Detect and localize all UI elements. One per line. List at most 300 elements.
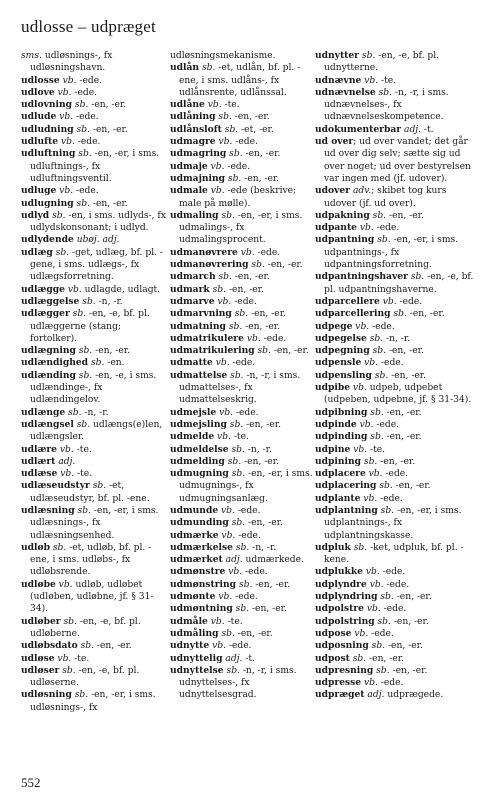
entry-grammar: sb.	[230, 370, 244, 381]
dictionary-entry	[315, 628, 475, 640]
dictionary-entry	[21, 444, 166, 456]
entry-grammar: vb.	[210, 186, 225, 197]
dictionary-entry	[21, 480, 166, 505]
dictionary-entry	[315, 321, 475, 333]
entry-headword: udlægger	[21, 308, 70, 320]
entry-grammar: sb.	[201, 63, 216, 74]
entry-grammar: sb.	[410, 272, 425, 283]
entry-definition: -en, -er.	[245, 518, 283, 529]
entry-grammar: vb.	[217, 432, 231, 443]
entry-headword: udmale	[170, 185, 208, 197]
dictionary-entry	[21, 456, 166, 468]
entry-headword: udpibe	[315, 382, 351, 394]
entry-definition: -te.	[71, 653, 90, 664]
entry-grammar: sb.	[78, 346, 93, 357]
entry-definition: -ede.	[383, 579, 410, 590]
entry-headword: udløsning	[21, 689, 72, 701]
entry-definition: -ede.	[235, 530, 261, 541]
entry-definition: ; ud over vandet; det går ud over dig selv; sætte sig ud over noget; ud over bestyrelsen var ingen med (jf. udover).	[324, 137, 471, 184]
entry-headword: udlovning	[21, 99, 72, 111]
entry-headword: udpegning	[315, 345, 370, 357]
entry-headword: udmajning	[170, 172, 225, 184]
entry-headword: udlænding	[21, 369, 76, 381]
dictionary-entry	[170, 210, 315, 247]
entry-definition: -en, -er.	[88, 100, 127, 111]
entry-definition: udløb, udløbet (udløben, udløbne, jf. § 31-34).	[30, 579, 154, 615]
entry-headword: udlyd	[21, 209, 50, 221]
entry-definition: -en, -er.	[231, 272, 270, 283]
dictionary-entry	[170, 357, 315, 369]
dictionary-entry	[315, 653, 475, 665]
entry-headword: udmeldelse	[170, 443, 229, 455]
entry-definition: -et, udlæseudstyr, bf. pl. -ene.	[30, 481, 150, 504]
entry-grammar: vb.	[368, 469, 383, 480]
dictionary-entry	[315, 542, 475, 567]
entry-definition: -en, -er.	[242, 149, 281, 160]
entry-headword: udpante	[315, 222, 357, 234]
entry-grammar: sb.	[229, 419, 244, 430]
dictionary-entry	[170, 444, 315, 456]
entry-definition: -en, -er.	[270, 346, 309, 357]
entry-definition: -ede.	[233, 407, 259, 418]
entry-grammar: vb.	[210, 616, 225, 627]
dictionary-entry	[170, 124, 315, 136]
dictionary-entry	[21, 653, 166, 665]
entry-definition: udlagde, udlagt.	[81, 284, 161, 295]
dictionary-entry	[21, 345, 166, 357]
entry-headword: udpantning	[315, 234, 375, 246]
entry-grammar: sb.	[378, 87, 393, 98]
entry-headword: udmejsling	[170, 418, 227, 430]
entry-grammar: vb.	[217, 296, 232, 307]
dictionary-entry	[315, 271, 475, 296]
entry-definition: -en, -er, i sms. udluftnings-, fx udluftningsventil.	[30, 149, 160, 184]
dictionary-entry	[21, 296, 166, 308]
dictionary-entry	[315, 185, 475, 210]
entry-headword: udlosse	[21, 74, 60, 86]
entry-grammar: vb.	[359, 419, 374, 430]
entry-definition: -ede.	[242, 567, 268, 578]
entry-definition: -n, -r, i sms. udnyttelses-, fx udnyttelsesgrad.	[179, 665, 297, 701]
entry-grammar: sb.	[229, 149, 243, 160]
entry-grammar: vb.	[60, 137, 75, 148]
entry-definition: -ede.	[232, 137, 258, 148]
dictionary-entry	[21, 284, 166, 296]
entry-headword: udnævnelse	[315, 86, 376, 98]
entry-definition: -en, -er.	[389, 665, 428, 676]
entry-grammar: vb.	[364, 75, 379, 86]
entry-headword: udplyndre	[315, 578, 367, 590]
entry-grammar: sb.	[227, 456, 242, 467]
entry-headword: udpose	[315, 627, 352, 639]
entry-grammar: sb.	[370, 407, 384, 418]
entry-definition: -ede.	[226, 641, 252, 652]
entry-grammar: sb.	[218, 112, 232, 123]
entry-definition: -en, -er.	[386, 210, 424, 221]
entry-headword: udplantning	[315, 504, 378, 516]
dictionary-entry	[170, 333, 315, 345]
entry-definition: -ede.	[378, 358, 404, 369]
entry-headword: udpresning	[315, 664, 374, 676]
entry-headword: udmåling	[170, 627, 219, 639]
entry-grammar: vb.	[57, 653, 72, 664]
entry-grammar: sb.	[78, 370, 93, 381]
entry-headword: udlåning	[170, 111, 216, 123]
dictionary-entry	[315, 407, 475, 419]
dictionary-entry	[21, 99, 166, 111]
entry-definition: -n, -r.	[244, 444, 272, 455]
entry-grammar: vb.	[221, 505, 235, 516]
entry-grammar: sb.	[369, 333, 384, 344]
entry-headword: udpost	[315, 652, 350, 664]
entry-headword: udmunde	[170, 504, 219, 516]
entry-headword: udparcellering	[315, 308, 391, 320]
entry-headword: udlove	[21, 86, 55, 98]
running-head: udlosse – udpræget	[21, 17, 156, 36]
entry-headword: udokumenterbar	[315, 123, 402, 135]
entry-grammar: sb.	[393, 309, 407, 320]
entry-definition: -en, -er.	[386, 346, 424, 357]
entry-headword: udlægge	[21, 283, 65, 295]
entry-headword: udplante	[315, 492, 361, 504]
dictionary-entry	[315, 345, 475, 357]
entry-headword: udmanøvrering	[170, 259, 249, 271]
dictionary-entry	[21, 542, 166, 579]
entry-headword: udlude	[21, 111, 57, 123]
entry-definition: -ede.	[232, 592, 258, 603]
dictionary-entry	[21, 75, 166, 87]
dictionary-entry	[21, 308, 166, 345]
dictionary-entry	[315, 382, 475, 407]
dictionary-entry	[170, 616, 315, 628]
dictionary-entry	[315, 493, 475, 505]
dictionary-entry	[315, 579, 475, 591]
entry-headword: udmarch	[170, 271, 216, 283]
dictionary-entry	[21, 616, 166, 641]
dictionary-entry	[21, 505, 166, 542]
entry-headword: udpege	[315, 320, 353, 332]
entry-headword: udpine	[315, 443, 351, 455]
dictionary-entry	[315, 234, 475, 271]
entry-grammar: vb.	[354, 628, 369, 639]
entry-headword: udmaje	[170, 160, 208, 172]
entry-grammar: sb.	[371, 641, 386, 652]
entry-definition: -en, -er, i sms. udplantnings-, fx udplantningskasse.	[324, 505, 462, 541]
entry-definition: -en, -er.	[92, 346, 131, 357]
entry-grammar: adj.	[367, 690, 385, 701]
entry-headword: udludning	[21, 123, 74, 135]
entry-definition: udløsnings-, fx udløsningshavn.	[30, 51, 113, 74]
entry-definition: -ede.	[369, 321, 395, 332]
dictionary-entry	[170, 99, 315, 111]
entry-grammar: vb.	[67, 284, 82, 295]
entry-definition: -en, -er.	[390, 616, 429, 627]
entry-headword: udmark	[170, 283, 210, 295]
entry-grammar: sb.	[74, 690, 89, 701]
dictionary-entry	[170, 407, 315, 419]
entry-grammar: vb.	[59, 112, 74, 123]
entry-definition: -n, -r.	[249, 542, 277, 553]
dictionary-entry	[315, 480, 475, 492]
entry-definition: -n, -r.	[383, 333, 411, 344]
entry-grammar: vb.	[60, 469, 75, 480]
entry-definition: -et, udløb, bf. pl. -ene, i sms. udløbs-, fx udløbsrende.	[30, 542, 152, 578]
entry-grammar: vb.	[359, 223, 374, 234]
dictionary-entry	[315, 210, 475, 222]
entry-grammar: sb.	[74, 100, 89, 111]
entry-grammar: sb.	[376, 665, 390, 676]
entry-grammar: sb.	[374, 370, 389, 381]
entry-definition: udmærkede.	[242, 555, 304, 566]
entry-definition: -en, -er.	[241, 173, 280, 184]
dictionary-entry	[170, 185, 315, 210]
entry-grammar: sb.	[234, 309, 249, 320]
entry-headword: udløb	[21, 541, 50, 553]
dictionary-entry	[315, 689, 475, 701]
entry-grammar: sb.	[68, 407, 82, 418]
entry-headword: udlånsloft	[170, 123, 222, 135]
entry-definition: udlængs(e)len, udlængsler.	[30, 419, 163, 443]
dictionary-entry	[21, 689, 166, 714]
entry-grammar: vb.	[365, 567, 380, 578]
dictionary-entry	[170, 566, 315, 578]
dictionary-entry	[315, 75, 475, 87]
entry-grammar: vb.	[240, 247, 255, 258]
entry-headword: udmærkelse	[170, 541, 233, 553]
entry-headword: udmanøvrere	[170, 246, 238, 258]
entry-grammar: adj.	[404, 124, 422, 135]
entry-headword: udpolstring	[315, 615, 375, 627]
entry-grammar: sb.	[377, 235, 391, 246]
entry-definition: -ede.	[379, 567, 406, 578]
dictionary-entry	[21, 665, 166, 690]
entry-grammar: sb.	[352, 653, 367, 664]
entry-definition: -en, -e, bf. pl. udnytterne.	[324, 51, 440, 74]
entry-definition: -ede.	[377, 678, 404, 689]
entry-grammar: sb.	[235, 604, 250, 615]
entry-grammar: sb.	[80, 641, 95, 652]
dictionary-entry	[21, 468, 166, 480]
entry-headword: udplacere	[315, 468, 366, 480]
dictionary-entry	[170, 431, 315, 443]
dictionary-entry	[170, 653, 315, 665]
entry-grammar: sb.	[62, 665, 76, 676]
entry-headword: udløbe	[21, 578, 56, 590]
entry-grammar: sb.	[52, 210, 66, 221]
entry-definition: -te.	[221, 100, 240, 111]
entry-definition: -ede.	[368, 628, 394, 639]
entry-headword: udmærket	[170, 554, 223, 566]
dictionary-entry	[21, 370, 166, 407]
entry-headword: udpining	[315, 455, 361, 467]
entry-definition: -en, -er.	[226, 284, 264, 295]
entry-grammar: sb.	[380, 505, 395, 516]
entry-definition: -ede.	[73, 186, 99, 197]
entry-headword: udpinde	[315, 418, 357, 430]
dictionary-entry	[21, 185, 166, 197]
entry-headword: udluftning	[21, 148, 76, 160]
entry-headword: udløber	[21, 615, 61, 627]
dictionary-entry	[170, 370, 315, 407]
entry-headword: udnytte	[170, 640, 210, 652]
entry-definition: -et, -er.	[238, 124, 274, 135]
entry-headword: udmatning	[170, 320, 226, 332]
dictionary-entry	[170, 530, 315, 542]
entry-definition: -ede.	[231, 296, 257, 307]
dictionary-entry	[315, 603, 475, 615]
dictionary-entry	[315, 468, 475, 480]
dictionary-entry	[315, 87, 475, 124]
dictionary-entry	[21, 50, 166, 75]
entry-grammar: sb.	[226, 665, 240, 676]
entry-grammar: sb.	[224, 124, 239, 135]
dictionary-entry	[315, 136, 475, 185]
entry-grammar: sb.	[227, 173, 242, 184]
entry-definition: -en, -er, i sms. udmugnings-, fx udmugningsanlæg.	[179, 469, 313, 504]
entry-definition: -ede.	[224, 161, 251, 172]
entry-headword: udmugning	[170, 468, 229, 480]
entry-definition: -ede.	[260, 333, 287, 344]
entry-grammar: sb.	[90, 358, 105, 369]
entry-definition: -en, -er.	[383, 407, 422, 418]
entry-headword: udpakning	[315, 209, 370, 221]
entry-grammar: sb.	[231, 518, 246, 529]
entry-grammar: vb.	[58, 579, 73, 590]
entry-definition: -ede.	[254, 247, 281, 258]
entry-definition: -en, -er.	[392, 481, 431, 492]
dictionary-entry	[21, 247, 166, 284]
entry-definition: -ede.	[71, 87, 98, 98]
entry-definition: udprægede.	[384, 690, 444, 701]
entry-grammar: sb.	[72, 309, 87, 320]
entry-headword: udmunding	[170, 517, 229, 529]
entry-definition: -en, -er, i sms. udpantnings-, fx udpantningsforretning.	[324, 235, 459, 271]
dictionary-entry	[170, 468, 315, 505]
entry-grammar: vb.	[221, 530, 236, 541]
entry-headword: udpluk	[315, 541, 351, 553]
entry-definition: -en, -er.	[89, 198, 128, 209]
dictionary-entry	[170, 517, 315, 529]
entry-grammar: vb.	[219, 407, 233, 418]
entry-definition: udløsningsmekanisme.	[170, 51, 276, 61]
dictionary-entry	[170, 161, 315, 173]
entry-grammar: sb.	[55, 247, 70, 258]
entry-headword: udmønstre	[170, 566, 226, 578]
entry-headword: udlæsning	[21, 504, 75, 516]
entry-headword: udmattelse	[170, 369, 228, 381]
entry-headword: udmærke	[170, 529, 219, 541]
entry-definition: -n, -r, i sms. udnævnelses-, fx udnævnelseskompetence.	[324, 87, 449, 123]
entry-headword: udlængsel	[21, 418, 74, 430]
entry-headword: udmagring	[170, 148, 227, 160]
dictionary-entry	[170, 148, 315, 160]
dictionary-entry	[170, 579, 315, 591]
entry-grammar: sb.	[231, 444, 245, 455]
entry-definition: -te.	[74, 469, 93, 480]
dictionary-entry	[315, 640, 475, 652]
dictionary-entry	[315, 333, 475, 345]
dictionary-entry	[21, 111, 166, 123]
entry-headword: udløser	[21, 664, 60, 676]
entry-headword: udpresse	[315, 677, 362, 689]
entry-definition: -ede.	[377, 493, 403, 504]
entry-definition: -ede.	[229, 358, 256, 369]
entry-grammar: sb.	[257, 346, 271, 357]
entry-headword: udlydende	[21, 234, 74, 246]
entry-definition: -get, udlæg, bf. pl. -gene, i sms. udlægs-, fx udlægsforretning.	[30, 247, 163, 283]
entry-definition: -te.	[378, 75, 397, 86]
entry-headword: udnævne	[315, 74, 362, 86]
entry-grammar: vb.	[228, 567, 243, 578]
entry-headword: udlændighed	[21, 357, 89, 369]
entry-definition: -en, -e, bf. pl. udløberne.	[30, 616, 141, 639]
dictionary-entry	[315, 456, 475, 468]
dictionary-entry	[170, 505, 315, 517]
dictionary-entry	[315, 505, 475, 542]
entry-grammar: sb.	[77, 505, 91, 516]
entry-headword: udpræget	[315, 689, 365, 701]
dictionary-entry	[170, 554, 315, 566]
dictionary-entry	[170, 62, 315, 99]
dictionary-entry	[170, 628, 315, 640]
dictionary-entry	[315, 444, 475, 456]
entry-definition: -en, -er.	[264, 260, 303, 271]
entry-definition: -en, -er.	[383, 432, 422, 443]
entry-headword: udnyttelse	[170, 664, 224, 676]
entry-headword: udplukke	[315, 566, 363, 578]
entry-headword: udmejsle	[170, 406, 217, 418]
entry-headword: udlæseudstyr	[21, 480, 90, 492]
entry-grammar: vb.	[366, 604, 381, 615]
entry-headword: udmelding	[170, 455, 225, 467]
entry-headword: udnyttelig	[170, 652, 223, 664]
entry-grammar: vb.	[218, 592, 233, 603]
entry-definition: -ede.	[373, 223, 400, 234]
column-1	[21, 50, 166, 714]
entry-grammar: sb.	[231, 469, 246, 480]
entry-definition: -t.	[421, 124, 434, 135]
entry-grammar: adj.	[225, 653, 243, 664]
entry-grammar: sb.	[52, 542, 67, 553]
entry-grammar: vb.	[59, 444, 74, 455]
entry-definition: udpeb, udpebet (udpeben, udpebne, jf. § 31-34).	[324, 383, 472, 406]
entry-headword: udposning	[315, 640, 369, 652]
entry-definition: -ede.	[74, 137, 101, 148]
dictionary-entry	[170, 542, 315, 554]
entry-headword: udlæggelse	[21, 295, 80, 307]
entry-definition: -en, -er.	[242, 321, 281, 332]
entry-definition: -en, -er.	[234, 628, 273, 639]
dictionary-entry	[315, 665, 475, 677]
dictionary-entry	[315, 124, 475, 136]
entry-grammar: sb.	[353, 542, 368, 553]
entry-headword: udmønstring	[170, 578, 237, 590]
entry-definition: -en, -er.	[241, 456, 279, 467]
entry-definition: -en, -er, i sms. udmalings-, fx udmalingsprocent.	[179, 210, 303, 246]
dictionary-entry	[21, 407, 166, 419]
entry-definition: -en, -er.	[243, 419, 282, 430]
entry-grammar: sb.	[218, 272, 232, 283]
entry-definition: -en, i sms. udlyds-, fx udlydskonsonant; i udlyd.	[30, 210, 166, 234]
entry-headword: udlæse	[21, 468, 58, 480]
entry-headword: udmaling	[170, 209, 219, 221]
entry-grammar: vb.	[207, 100, 222, 111]
entry-grammar: vb.	[352, 383, 367, 394]
entry-definition: -ede.	[76, 75, 102, 86]
entry-definition: -ede.	[396, 296, 423, 307]
entry-headword: udparcellere	[315, 295, 380, 307]
entry-definition: -en, -er.	[89, 124, 128, 135]
